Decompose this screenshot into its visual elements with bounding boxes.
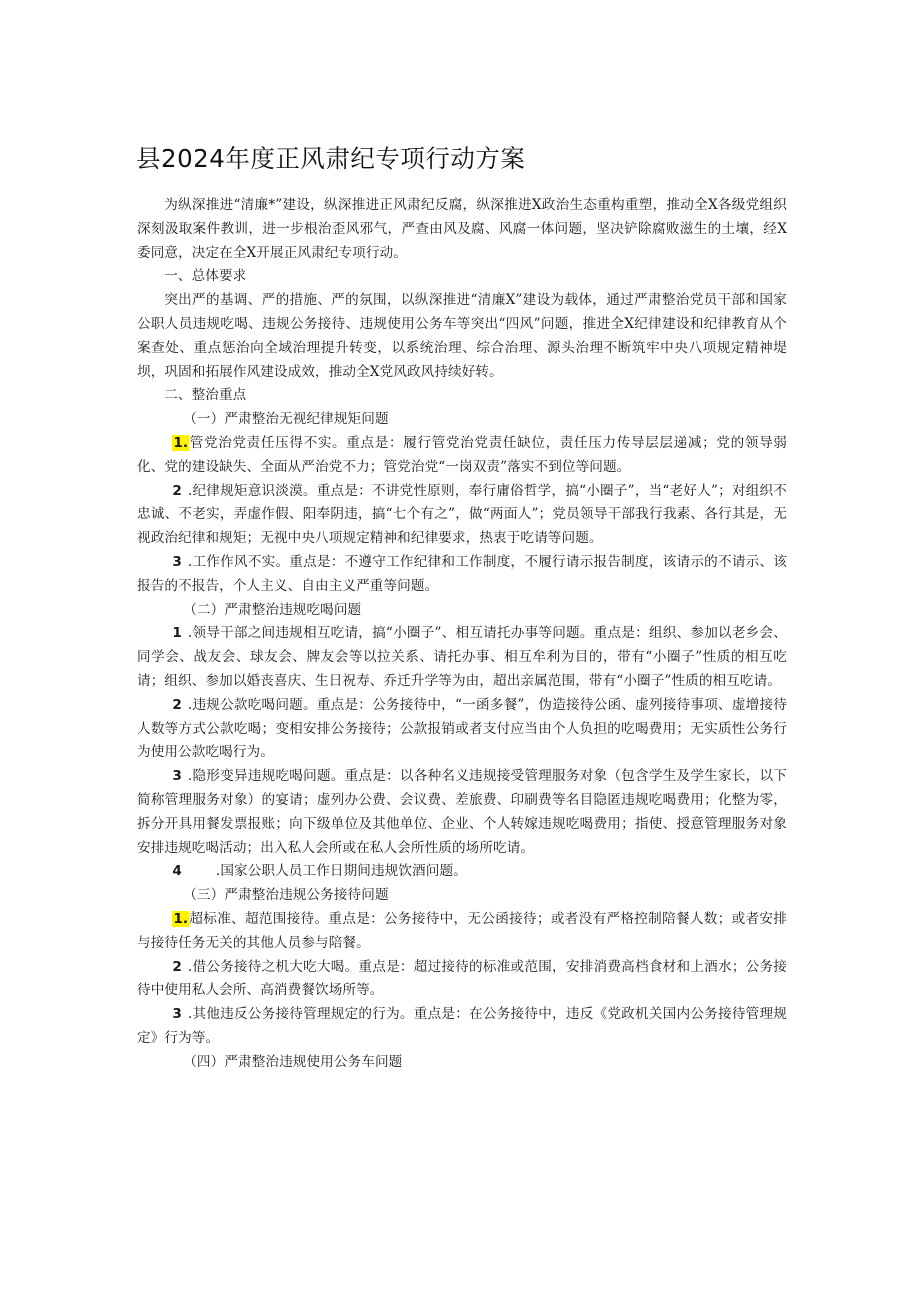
subsection-heading: （二）严肃整治违规吃喝问题 bbox=[183, 601, 362, 618]
item-number: 3 bbox=[172, 553, 182, 570]
subsection-heading: （一）严肃整治无视纪律规矩问题 bbox=[183, 411, 389, 428]
item-text: 超标准、超范围接待。重点是：公务接待中，无公函接待；或者没有严格控制陪餐人数；或者安排与接待任务无关的其他人员参与陪餐。 bbox=[137, 910, 787, 951]
section-heading: 二、整治重点 bbox=[164, 387, 247, 404]
list-item bbox=[137, 694, 787, 765]
list-item bbox=[137, 765, 787, 860]
list-item bbox=[137, 1003, 787, 1051]
item-number: 3 bbox=[172, 1006, 182, 1023]
item-text: .领导干部之间违规相互吃请，搞“小圈子”、相互请托办事等问题。重点是：组织、参加以老乡会、同学会、战友会、球友会、牌友会等以拉关系、请托办事、相互牟利为目的，带有“小圈子”性质的相互吃请；组织、参加以婚丧喜庆、生日祝寿、乔迁升学等为由，超出亲属范围，带有“小圈子”性质的相互吃请。 bbox=[137, 625, 787, 689]
item-text: .借公务接待之机大吃大喝。重点是：超过接待的标准或范围，安排消费高档食材和上酒水；公务接待中使用私人会所、高消费餐饮场所等。 bbox=[137, 958, 787, 999]
list-item bbox=[137, 551, 787, 599]
document-body bbox=[137, 194, 787, 1074]
item-number: 4 bbox=[172, 863, 182, 880]
item-text: .国家公职人员工作日期间违规饮酒问题。 bbox=[215, 863, 467, 880]
body-paragraph: 为纵深推进“清廉*”建设，纵深推进正风肃纪反腐，纵深推进X政治生态重构重塑，推动全X各级党组织深刻汲取案件教训，进一步根治歪风邪气，严查由风及腐、风腐一体问题，坚决铲除腐败滋生的土壤，经X委同意，决定在全X开展正风肃纪专项行动。 bbox=[137, 197, 787, 261]
item-text: .工作作风不实。重点是：不遵守工作纪律和工作制度，不履行请示报告制度，该请示的不请示、该报告的不报告，个人主义、自由主义严重等问题。 bbox=[137, 553, 787, 594]
item-number: 1 bbox=[172, 625, 182, 642]
list-item bbox=[137, 432, 787, 480]
subsection-heading: （三）严肃整治违规公务接待问题 bbox=[183, 887, 389, 904]
item-text: .纪律规矩意识淡漠。重点是：不讲党性原则，奉行庸俗哲学，搞“小圈子”，当“老好人”；对组织不忠诚、不老实，弄虚作假、阳奉阴违，搞“七个有之”，做“两面人”；党员领导干部我行我素、各行其是，无视政治纪律和规矩；无视中央八项规定精神和纪律要求，热衷于吃请等问题。 bbox=[137, 482, 787, 547]
item-text: 管党治党责任压得不实。重点是：履行管党治党责任缺位，责任压力传导层层递减；党的领导弱化、党的建设缺失、全面从严治党不力；管党治党“一岗双责”落实不到位等问题。 bbox=[137, 434, 787, 475]
item-number: 2 bbox=[172, 696, 182, 713]
document-title: 县2024年度正风肃纪专项行动方案 bbox=[136, 144, 526, 173]
item-number: 1. bbox=[173, 910, 189, 927]
body-paragraph: 突出严的基调、严的措施、严的氛围，以纵深推进“清廉X”建设为载体，通过严肃整治党员干部和国家公职人员违规吃喝、违规公务接待、违规使用公务车等突出“四风”问题，推进全X纪律建设和纪律教育从个案查处、重点惩治向全域治理提升转变，以系统治理、综合治理、源头治理不断筑牢中央八项规定精神堤坝，巩固和拓展作风建设成效，推动全X党风政风持续好转。 bbox=[137, 292, 787, 380]
item-number: 3 bbox=[172, 768, 182, 785]
list-item bbox=[137, 480, 787, 551]
item-number: 1. bbox=[173, 434, 189, 451]
section-heading: 一、总体要求 bbox=[164, 268, 247, 285]
item-text: .违规公款吃喝问题。重点是：公务接待中，“一函多餐”，伪造接待公函、虚列接待事项、虚增接待人数等方式公款吃喝；变相安排公务接待；公款报销或者支付应当由个人负担的吃喝费用；无实质性公务行为使用公款吃喝行为。 bbox=[137, 696, 787, 761]
item-number: 2 bbox=[172, 482, 182, 499]
list-item bbox=[137, 622, 787, 693]
item-text: .其他违反公务接待管理规定的行为。重点是：在公务接待中，违反《党政机关国内公务接待管理规定》行为等。 bbox=[137, 1006, 787, 1046]
item-number: 2 bbox=[172, 958, 182, 975]
item-text: .隐形变异违规吃喝问题。重点是：以各种名义违规接受管理服务对象（包含学生及学生家长，以下简称管理服务对象）的宴请；虚列办公费、会议费、差旅费、印刷费等名目隐匿违规吃喝费用；化整为零，拆分开具用餐发票报账；向下级单位及其他单位、企业、个人转嫁违规吃喝费用；指使、授意管理服务对象安排违规吃喝活动；出入私人会所或在私人会所性质的场所吃请。 bbox=[137, 768, 787, 856]
subsection-heading: （四）严肃整治违规使用公务车问题 bbox=[183, 1053, 403, 1070]
list-item bbox=[137, 956, 787, 1004]
list-item bbox=[137, 860, 787, 884]
list-item bbox=[137, 908, 787, 956]
